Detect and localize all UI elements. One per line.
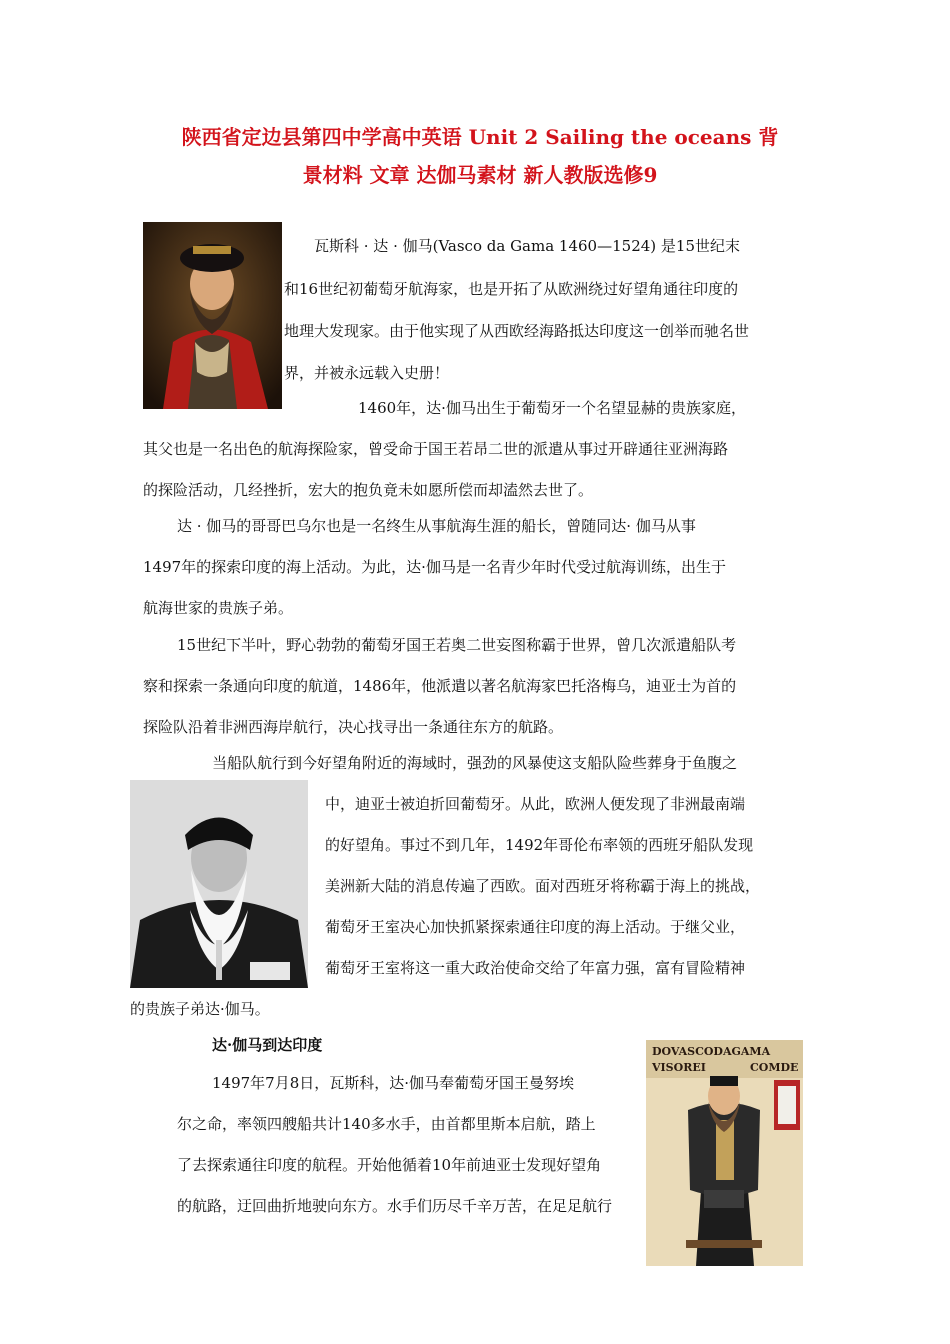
para3-line-3: 航海世家的贵族子弟。	[143, 599, 294, 617]
para1-line-3: 地理大发现家。由于他实现了从西欧经海路抵达印度这一创举而驰名世	[284, 322, 750, 340]
portrait-illustration-3	[646, 1040, 803, 1266]
portrait-full-figure	[646, 1040, 803, 1266]
portrait-illustration-2	[130, 780, 308, 988]
para2-line-1: 1460年，达·伽马出生于葡萄牙一个名望显赫的贵族家庭，	[358, 399, 746, 417]
para6-line-4: 的航路，迂回曲折地驶向东方。水手们历尽千辛万苦，在足足航行	[177, 1197, 613, 1215]
para5-line-4: 美洲新大陆的消息传遍了西欧。面对西班牙将称霸于海上的挑战，	[325, 877, 761, 895]
document-title	[140, 118, 820, 194]
para1-line-1: 瓦斯科 · 达 · 伽马(Vasco da Gama 1460—1524) 是15世纪末	[314, 237, 740, 255]
para1-line-4: 界，并被永远载入史册！	[284, 364, 450, 382]
para4-line-3: 探险队沿着非洲西海岸航行，决心找寻出一条通往东方的航路。	[143, 718, 564, 736]
para5-line-1: 当船队航行到今好望角附近的海域时，强劲的风暴使这支船队险些葬身于鱼腹之	[212, 754, 738, 772]
para5-line-7: 的贵族子弟达·伽马。	[130, 1000, 270, 1018]
title-line-1: 陕西省定边县第四中学高中英语 Unit 2 Sailing the oceans 背	[181, 125, 779, 149]
para6-line-3: 了去探索通往印度的航程。开始他循着10年前迪亚士发现好望角	[177, 1156, 602, 1174]
para2-line-2: 其父也是一名出色的航海探险家，曾受命于国王若昂二世的派遣从事过开辟通往亚洲海路	[143, 440, 729, 458]
portrait-color-painting	[143, 222, 282, 409]
para5-line-6: 葡萄牙王室将这一重大政治使命交给了年富力强，富有冒险精神	[325, 959, 746, 977]
para3-line-2: 1497年的探索印度的海上活动。为此，达·伽马是一名青少年时代受过航海训练，出生于	[143, 558, 726, 576]
para5-line-3: 的好望角。事过不到几年，1492年哥伦布率领的西班牙船队发现	[325, 836, 754, 854]
subheading: 达·伽马到达印度	[212, 1036, 323, 1054]
para6-line-1: 1497年7月8日，瓦斯科，达·伽马奉葡萄牙国王曼努埃	[212, 1074, 575, 1092]
portrait-illustration-1	[143, 222, 282, 409]
banner-line-2: VISOREI	[652, 1061, 706, 1074]
para5-line-5: 葡萄牙王室决心加快抓紧探索通往印度的海上活动。于继父业，	[325, 918, 746, 936]
para4-line-1: 15世纪下半叶，野心勃勃的葡萄牙国王若奥二世妄图称霸于世界，曾几次派遣船队考	[177, 636, 737, 654]
title-line-2: 景材料 文章 达伽马素材 新人教版选修9	[302, 163, 658, 187]
banner-line-1: DOVASCODAGAMA	[652, 1045, 771, 1058]
para4-line-2: 察和探索一条通向印度的航道，1486年，他派遣以著名航海家巴托洛梅乌，迪亚士为首的	[143, 677, 737, 695]
para6-line-2: 尔之命，率领四艘船共计140多水手，由首都里斯本启航，踏上	[177, 1115, 596, 1133]
banner-line-3: COMDE	[750, 1061, 799, 1074]
para5-line-2: 中，迪亚士被迫折回葡萄牙。从此，欧洲人便发现了非洲最南端	[325, 795, 746, 813]
portrait-engraving	[130, 780, 308, 988]
para3-line-1: 达 · 伽马的哥哥巴乌尔也是一名终生从事航海生涯的船长，曾随同达· 伽马从事	[177, 517, 696, 535]
para2-line-3: 的探险活动，几经挫折，宏大的抱负竟未如愿所偿而却溘然去世了。	[143, 481, 594, 499]
para1-line-2: 和16世纪初葡萄牙航海家，也是开拓了从欧洲绕过好望角通往印度的	[284, 280, 739, 298]
